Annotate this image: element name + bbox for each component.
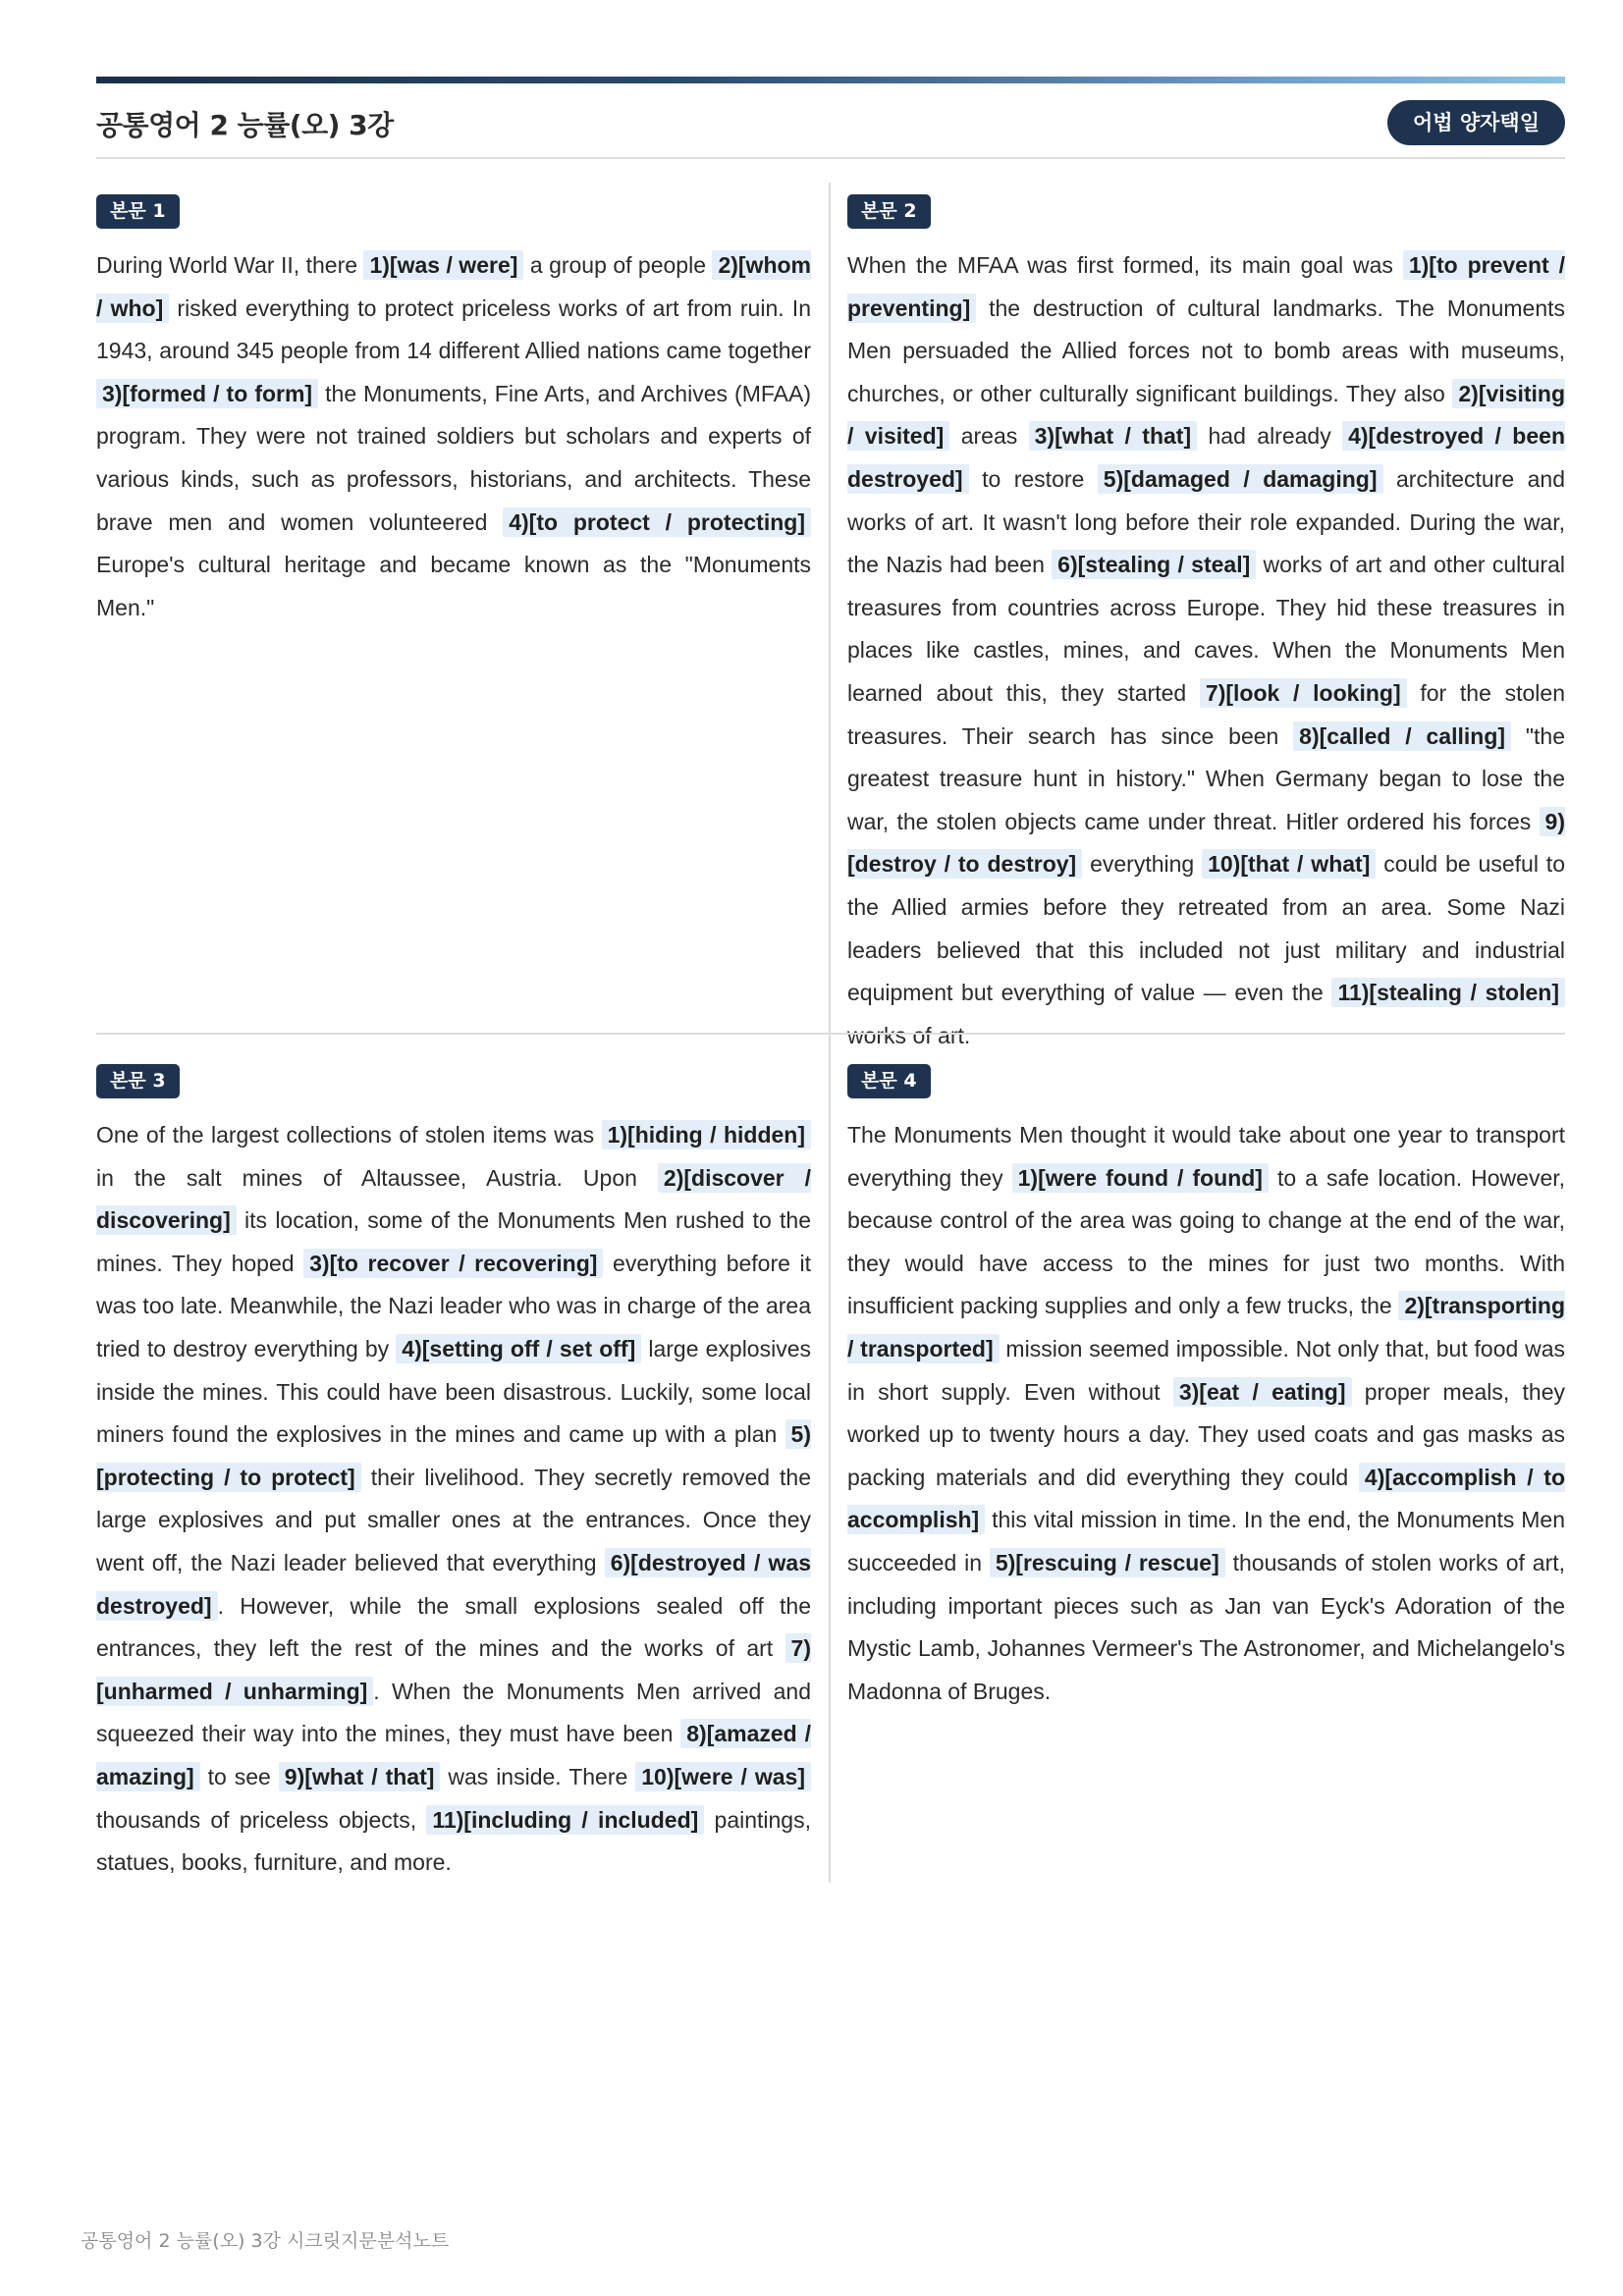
passage-sentence-text: everything before it was too late. Meanwhile, the Nazi leader who was in charge of the area tried to destroy everything by (96, 1250, 811, 1362)
grammar-choice-blank: 7)[unharmed / unharming] (96, 1635, 811, 1704)
passage-label: 본문 1 (96, 194, 180, 229)
passage-text (96, 1114, 811, 1885)
grammar-choice-blank: 2)[discover / discovering] (96, 1164, 811, 1234)
passage-sentence-text: One of the largest collections of stolen items was (96, 1122, 602, 1148)
passage-sentence-text: thousands of priceless objects, (96, 1806, 427, 1833)
passage-panel-3 (96, 1035, 831, 1883)
passage-panel-4 (831, 1035, 1565, 1887)
passage-sentence-text: The Monuments Men thought it would take about one year to transport everything they (847, 1122, 1565, 1191)
passage-sentence-text: areas (949, 423, 1029, 450)
passage-label: 본문 3 (96, 1064, 180, 1098)
grammar-choice-blank: 2)[whom / who] (96, 252, 811, 321)
passage-sentence-text: Europe's cultural heritage and became known as the "Monuments Men." (96, 552, 811, 620)
passage-sentence-text: everything (1082, 851, 1203, 878)
worksheet-type-badge: 어법 양자택일 (1387, 100, 1565, 145)
grammar-choice-blank: 5)[damaged / damaging] (1098, 464, 1383, 494)
passage-sentence-text: to see (199, 1763, 279, 1789)
header-accent-rule (96, 77, 1565, 83)
passage-sentence-text: paintings, statues, books, furniture, and more. (96, 1806, 811, 1876)
grammar-choice-blank: 9)[destroy / to destroy] (847, 808, 1565, 878)
passage-sentence-text: During World War II, there (96, 252, 364, 278)
grammar-choice-blank: 11)[including / included] (426, 1805, 704, 1835)
page-footer: 공통영어 2 능률(오) 3강 시크릿지문분석노트 (81, 2230, 450, 2252)
grammar-choice-blank: 1)[to prevent / preventing] (847, 252, 1565, 321)
grammar-choice-blank: 4)[to protect / protecting] (503, 507, 811, 537)
passage-sentence-text: works of art and other cultural treasures from countries across Europe. They hid these treasures in places like castles, mines, and caves. When the Monuments Men learned about this, they started (847, 552, 1565, 706)
passage-sentence-text: "the greatest treasure hunt in history." When Germany began to lose the war, the stolen objects came under threat. Hitler ordered his forces (847, 722, 1566, 834)
passage-sentence-text: to restore (968, 465, 1098, 492)
page-header (96, 94, 1565, 159)
passage-label: 본문 2 (847, 194, 931, 229)
passage-sentence-text: for the stolen treasures. Their search has since been (847, 679, 1565, 749)
passage-text (847, 244, 1565, 1057)
passage-sentence-text: this vital mission in time. In the end, the Monuments Men succeeded in (847, 1507, 1565, 1575)
passage-sentence-text: its location, some of the Monuments Men rushed to the mines. They hoped (96, 1207, 811, 1276)
passage-label: 본문 4 (847, 1064, 931, 1098)
passage-sentence-text: thousands of stolen works of art, including important pieces such as Jan van Eyck's Adoration of the Mystic Lamb, Johannes Vermeer's The Astronomer, and Michelangelo's Madonna of Bruges. (847, 1549, 1566, 1704)
grammar-choice-blank: 7)[look / looking] (1200, 678, 1407, 708)
page-title: 공통영어 2 능률(오) 3강 (96, 109, 394, 141)
passage-sentence-text: a group of people (523, 252, 713, 278)
passage-sentence-text: their livelihood. They secretly removed the large explosives and put smaller ones at the entrances. Once they went off, the Nazi leader believed that everything (96, 1464, 811, 1575)
grammar-choice-blank: 10)[that / what] (1202, 849, 1376, 879)
grammar-choice-blank: 5)[rescuing / rescue] (990, 1548, 1225, 1577)
grammar-choice-blank: 3)[what / that] (1029, 421, 1198, 451)
passage-sentence-text: . However, while the small explosions sealed off the entrances, they left the rest of the mines and the works of art (96, 1592, 811, 1662)
grammar-choice-blank: 3)[formed / to form] (96, 379, 318, 408)
grammar-choice-blank: 1)[hiding / hidden] (602, 1120, 811, 1149)
grammar-choice-blank: 11)[stealing / stolen] (1331, 978, 1565, 1007)
passage-text (847, 1114, 1565, 1713)
grammar-choice-blank: 2)[transporting / transported] (847, 1293, 1565, 1362)
grammar-choice-blank: 5)[protecting / to protect] (96, 1421, 811, 1490)
grammar-choice-blank: 1)[was / were] (363, 250, 523, 280)
grammar-choice-blank: 1)[were found / found] (1012, 1163, 1269, 1193)
passage-sentence-text: the Monuments, Fine Arts, and Archives (MFAA) program. They were not trained soldiers but scholars and experts of various kinds, such as professors, historians, and architects. These brave men and women volunteered (96, 380, 811, 535)
passage-sentence-text: in the salt mines of Altaussee, Austria. Upon (96, 1164, 658, 1191)
grammar-choice-blank: 3)[eat / eating] (1173, 1377, 1352, 1407)
passage-sentence-text: the destruction of cultural landmarks. The Monuments Men persuaded the Allied forces not to bomb areas with museums, churches, or other culturally significant buildings. They also (847, 294, 1565, 406)
passage-sentence-text: had already (1197, 423, 1343, 450)
grammar-choice-blank: 8)[amazed / amazing] (96, 1721, 811, 1789)
passage-row-1 (96, 183, 1566, 1048)
grammar-choice-blank: 10)[were / was] (635, 1762, 811, 1791)
grammar-choice-blank: 3)[to recover / recovering] (303, 1249, 603, 1278)
passage-sentence-text: risked everything to protect priceless works of art from ruin. In 1943, around 345 people from 14 different Allied nations came together (96, 294, 811, 364)
passage-sentence-text: proper meals, they worked up to twenty hours a day. They used coats and gas masks as packing materials and did everything they could (847, 1378, 1565, 1490)
grammar-choice-blank: 9)[what / that] (279, 1762, 441, 1791)
grammar-choice-blank: 6)[destroyed / was destroyed] (96, 1549, 811, 1619)
passage-panel-1 (96, 183, 831, 1033)
passage-sentence-text: was inside. There (440, 1763, 636, 1789)
passage-sentence-text: works of art. (847, 1022, 971, 1048)
passage-sentence-text: large explosives inside the mines. This could have been disastrous. Luckily, some local miners found the explosives in the mines and came up with a plan (96, 1335, 811, 1448)
passage-sentence-text: to a safe location. However, because control of the area was going to change at the end of the war, they would have access to the mines for just two months. With insufficient packing supplies and only a few trucks, the (847, 1164, 1566, 1319)
passage-sentence-text: architecture and works of art. It wasn't long before their role expanded. During the war, the Nazis had been (847, 465, 1566, 578)
passage-sentence-text: could be useful to the Allied armies before they retreated from an area. Some Nazi leaders believed that this included not just military and industrial equipment but everything of value — even the (847, 851, 1565, 1006)
grammar-choice-blank: 8)[called / calling] (1293, 721, 1511, 751)
grammar-choice-blank: 4)[accomplish / to accomplish] (847, 1464, 1565, 1533)
grammar-choice-blank: 2)[visiting / visited] (847, 380, 1565, 450)
passage-sentence-text: mission seemed impossible. Not only that, but food was in short supply. Even without (847, 1335, 1565, 1405)
grammar-choice-blank: 6)[stealing / steal] (1052, 550, 1256, 579)
grammar-choice-blank: 4)[destroyed / been destroyed] (847, 423, 1565, 492)
passage-row-2 (96, 1033, 1565, 1887)
grammar-choice-blank: 4)[setting off / set off] (396, 1334, 641, 1363)
passage-sentence-text: . When the Monuments Men arrived and squeezed their way into the mines, they must have been (96, 1678, 811, 1747)
passage-panel-2 (831, 183, 1566, 1048)
passage-sentence-text: When the MFAA was first formed, its main goal was (847, 252, 1403, 278)
passage-grid (96, 183, 1565, 1887)
passage-text (96, 244, 811, 629)
